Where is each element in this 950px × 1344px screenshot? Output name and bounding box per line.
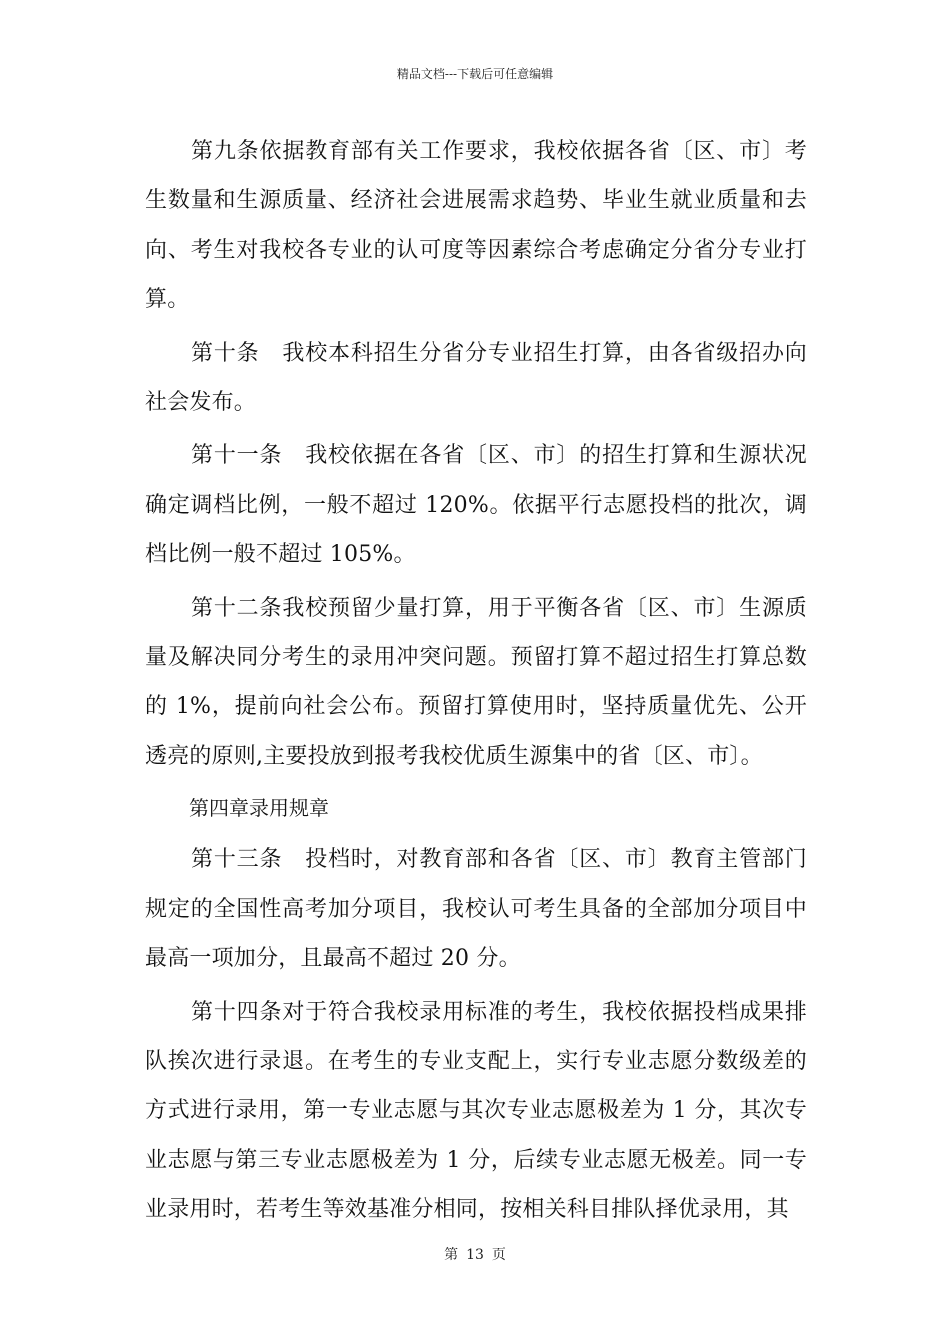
article-14-paragraph: 第十四条对于符合我校录用标准的考生，我校依据投档成果排队挨次进行录退。在考生的专业支配上，实行专业志愿分数级差的方式进行录用，第一专业志愿与其次专业志愿极差为 1 分，其次专业志愿与第三专业志愿极差为 1 分，后续专业志愿无极差。同一专业录用时，若考生等效基准分相同，按相关科目排队择优录用，其 bbox=[145, 999, 807, 1223]
chapter-4-heading: 第四章录用规章 bbox=[189, 796, 329, 821]
article-11-paragraph: 第十一条 我校依据在各省〔区、市〕的招生打算和生源状况确定调档比例，一般不超过 120%。依据平行志愿投档的批次，调档比例一般不超过 105%。 bbox=[145, 443, 807, 568]
article-10-paragraph: 第十条 我校本科招生分省分专业招生打算，由各省级招办向社会发布。 bbox=[145, 340, 807, 416]
page-number: 13 bbox=[466, 1247, 484, 1263]
page-footer bbox=[0, 1246, 950, 1264]
page-number-suffix: 页 bbox=[491, 1247, 506, 1263]
page-number-prefix: 第 bbox=[444, 1247, 459, 1263]
header-text: 精品文档---下载后可任意编辑 bbox=[396, 67, 554, 81]
article-12-paragraph: 第十二条我校预留少量打算，用于平衡各省〔区、市〕生源质量及解决同分考生的录用冲突问题。预留打算不超过招生打算总数的 1%，提前向社会公布。预留打算使用时，坚持质量优先、公开透亮的原则,主要投放到报考我校优质生源集中的省〔区、市〕。 bbox=[145, 595, 807, 769]
document-body bbox=[145, 127, 807, 1239]
page-header bbox=[0, 66, 950, 82]
article-13-paragraph: 第十三条 投档时，对教育部和各省〔区、市〕教育主管部门规定的全国性高考加分项目，我校认可考生具备的全部加分项目中最高一项加分，且最高不超过 20 分。 bbox=[145, 847, 807, 972]
article-9-paragraph: 第九条依据教育部有关工作要求，我校依据各省〔区、市〕考生数量和生源质量、经济社会进展需求趋势、毕业生就业质量和去向、考生对我校各专业的认可度等因素综合考虑确定分省分专业打算。 bbox=[145, 139, 807, 313]
